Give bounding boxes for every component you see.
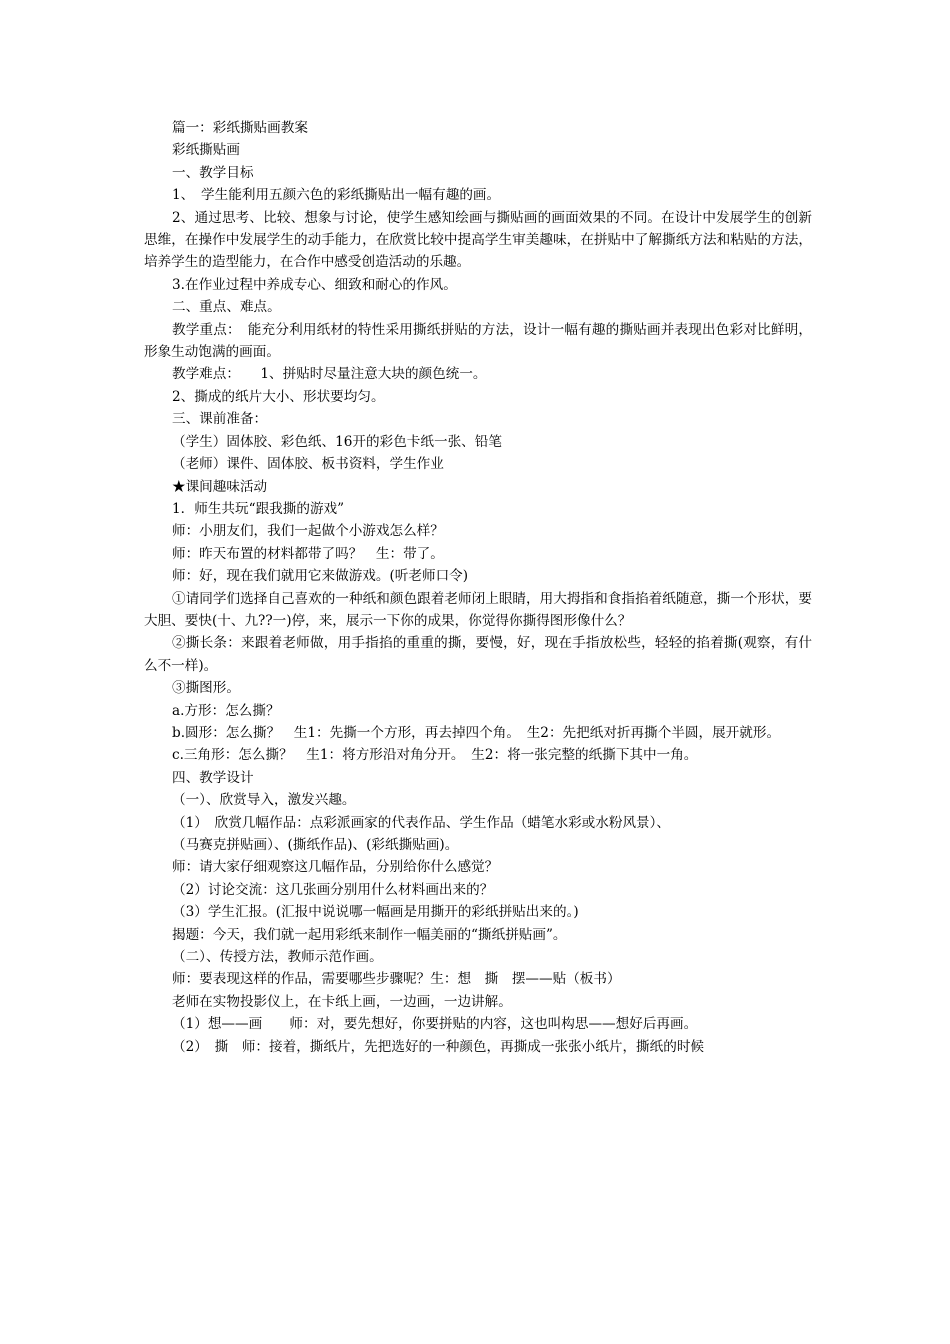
paragraph: 老师在实物投影仪上，在卡纸上画，一边画，一边讲解。 (172, 993, 512, 1010)
paragraph: （学生）固体胶、彩色纸、16开的彩色卡纸一张、铅笔 (172, 433, 502, 450)
paragraph: ★课间趣味活动 (172, 478, 268, 495)
paragraph: 师：昨天布置的材料都带了吗？ 生：带了。 (172, 545, 444, 562)
paragraph: （老师）课件、固体胶、板书资料，学生作业 (172, 456, 444, 473)
paragraph: c.三角形：怎么撕？ 生1：将方形沿对角分开。 生2：将一张完整的纸撕下其中一角。 (172, 747, 698, 764)
document-body (144, 117, 812, 1058)
paragraph: （二）、传授方法，教师示范作画。 (172, 949, 383, 966)
paragraph: 教学重点： 能充分利用纸材的特性采用撕纸拼贴的方法，设计一幅有趣的撕贴画并表现出色彩对比鲜明，形象生动饱满的画面。 (144, 321, 812, 361)
paragraph: 1、 学生能利用五颜六色的彩纸撕贴出一幅有趣的画。 (172, 187, 501, 204)
paragraph: （3）学生汇报。(汇报中说说哪一幅画是用撕开的彩纸拼贴出来的。) (172, 904, 579, 921)
paragraph: 2、通过思考、比较、想象与讨论，使学生感知绘画与撕贴画的画面效果的不同。在设计中发展学生的创新思维，在操作中发展学生的动手能力，在欣赏比较中提高学生审美趣味，在拼贴中了解撕纸方法和粘贴的方法，培养学生的造型能力，在合作中感受创造活动的乐趣。 (144, 209, 812, 271)
paragraph: 三、课前准备： (172, 411, 268, 428)
paragraph: 师：请大家仔细观察这几幅作品，分别给你什么感觉？ (172, 859, 499, 876)
paragraph: 揭题：今天，我们就一起用彩纸来制作一幅美丽的“撕纸拼贴画”。 (172, 926, 567, 943)
paragraph: ②撕长条：来跟着老师做，用手指掐的重重的撕，要慢，好，现在手指放松些，轻轻的掐着撕(观察，有什么不一样)。 (144, 635, 812, 674)
paragraph: （2） 撕 师：接着，撕纸片，先把选好的一种颜色，再撕成一张张小纸片，撕纸的时候 (172, 1038, 705, 1055)
paragraph: 1．师生共玩“跟我撕的游戏” (172, 500, 345, 517)
paragraph: ③撕图形。 (172, 680, 240, 697)
paragraph: （一）、欣赏导入，激发兴趣。 (172, 792, 356, 809)
paragraph: 师：小朋友们，我们一起做个小游戏怎么样？ (172, 523, 444, 540)
paragraph: （1） 欣赏几幅作品：点彩派画家的代表作品、学生作品（蜡笔水彩或水粉风景）、 (172, 814, 671, 831)
paragraph: 3.在作业过程中养成专心、细致和耐心的作风。 (172, 276, 457, 293)
paragraph: b.圆形：怎么撕？ 生1：先撕一个方形，再去掉四个角。 生2：先把纸对折再撕个半圆，展开就形。 (172, 724, 781, 741)
paragraph: 一、教学目标 (172, 164, 254, 181)
paragraph: 教学难点： 1、拼贴时尽量注意大块的颜色统一。 (172, 366, 487, 383)
paragraph: 篇一：彩纸撕贴画教案 (172, 120, 308, 136)
paragraph: （1）想——画 师：对，要先想好，你要拼贴的内容，这也叫构思——想好后再画。 (172, 1016, 698, 1033)
paragraph: 彩纸撕贴画 (172, 142, 240, 159)
paragraph: 师：好，现在我们就用它来做游戏。(听老师口令) (172, 568, 469, 585)
paragraph: 2、撕成的纸片大小、形状要均匀。 (172, 388, 385, 405)
paragraph: （马赛克拼贴画）、(撕纸作品)、(彩纸撕贴画)。 (172, 837, 459, 853)
paragraph: ①请同学们选择自己喜欢的一种纸和颜色跟着老师闭上眼睛，用大拇指和食指掐着纸随意，撕一个形状，要大胆、要快(十、九??一)停，来，展示一下你的成果，你觉得你撕得图形像什么？ (144, 590, 812, 629)
paragraph: 二、重点、难点。 (172, 299, 281, 316)
paragraph: 四、教学设计 (172, 769, 254, 786)
paragraph: a.方形：怎么撕？ (172, 702, 280, 719)
paragraph: 师：要表现这样的作品，需要哪些步骤呢？生：想 撕 摆——贴（板书） (172, 971, 621, 988)
paragraph: （2）讨论交流：这几张画分别用什么材料画出来的？ (172, 881, 494, 898)
